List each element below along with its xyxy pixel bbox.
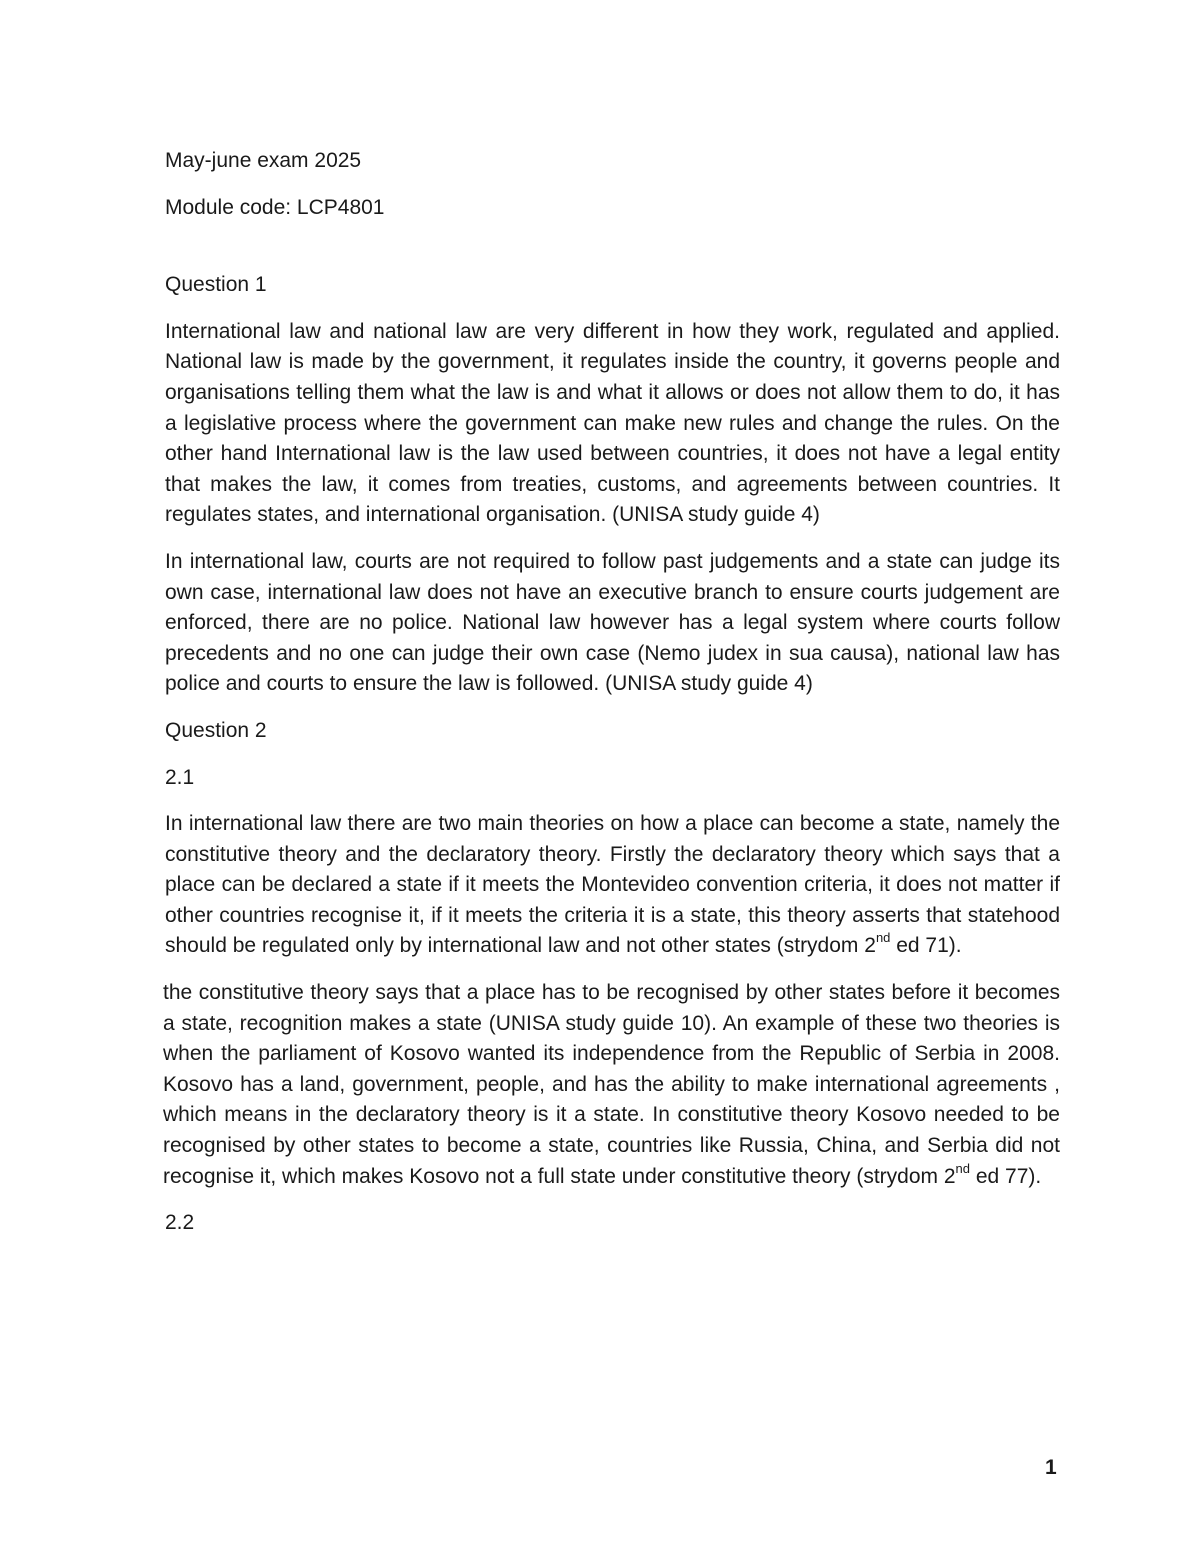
- question-1-heading: Question 1: [165, 273, 267, 297]
- question-2-heading: Question 2: [165, 718, 267, 742]
- citation-tail: ed 77).: [970, 1164, 1042, 1188]
- paragraph-text: the constitutive theory says that a place has to be recognised by other states before it becomes a state, recognition makes a state (UNISA study guide 10). An example of these two theories is when the parliament of Kosovo wanted its independence from the Republic of Serbia in 2008. Kosovo has a land, government, people, and has the ability to make international agreements , which means in the declaratory theory is it a state. In constitutive theory Kosovo needed to be recognised by other states to become a state, countries like Russia, China, and Serbia did not recognise it, which makes Kosovo not a full state under constitutive theory (strydom 2: [163, 981, 1060, 1188]
- module-code-line: Module code: LCP4801: [165, 195, 385, 219]
- subquestion-2-2-label: 2.2: [165, 1211, 195, 1235]
- ordinal-superscript: nd: [955, 1160, 971, 1176]
- page-content: [165, 146, 1060, 1239]
- citation-tail: ed 71).: [890, 934, 962, 958]
- paragraph-text: In international law there are two main theories on how a place can become a state, namely the constitutive theory and the declaratory theory. Firstly the declaratory theory which says that a place can be declared a state if it meets the Montevideo convention criteria, it does not matter if other countries recognise it, if it meets the criteria it is a state, this theory asserts that statehood should be regulated only by international law and not other states (strydom 2: [165, 812, 1060, 958]
- question-2-1-paragraph-1: [165, 809, 1060, 962]
- page-number: 1: [1045, 1456, 1057, 1479]
- exam-session-line: May-june exam 2025: [165, 149, 362, 172]
- question-1-paragraph-1: International law and national law are very different in how they work, regulated and applied. National law is made by the government, it regulates inside the country, it governs people and organisations telling them what the law is and what it allows or does not allow them to do, it has a legislative process where the government can make new rules and change the rules. On the other hand International law is the law used between countries, it does not have a legal entity that makes the law, it comes from treaties, customs, and agreements between countries. It regulates states, and international organisation. (UNISA study guide 4): [165, 319, 1060, 527]
- subquestion-2-1-label: 2.1: [165, 765, 195, 789]
- question-1-paragraph-2: In international law, courts are not required to follow past judgements and a state can judge its own case, international law does not have an executive branch to ensure courts judgement are enforced, there are no police. National law however has a legal system where courts follow precedents and no one can judge their own case (Nemo judex in sua causa), national law has police and courts to ensure the law is followed. (UNISA study guide 4): [165, 549, 1060, 696]
- question-2-1-paragraph-2: [163, 978, 1060, 1192]
- ordinal-superscript: nd: [875, 930, 891, 946]
